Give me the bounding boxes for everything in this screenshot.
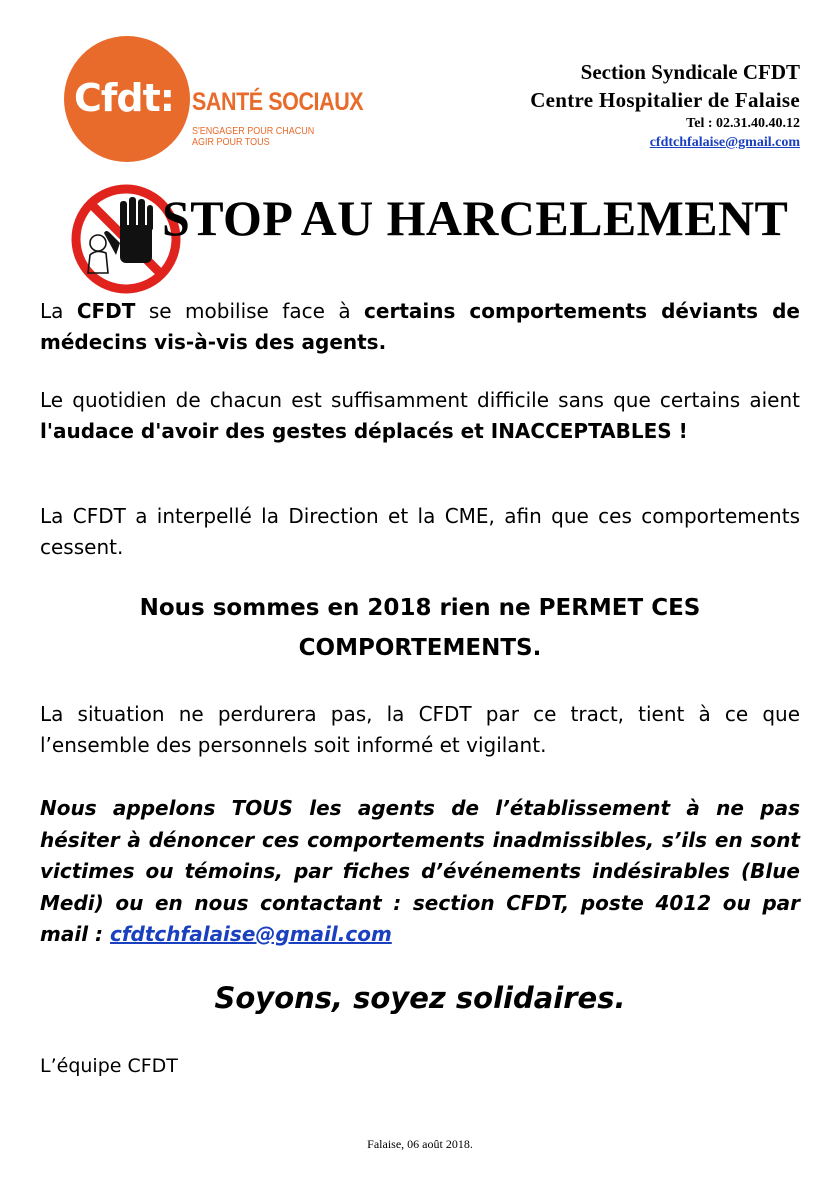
logo-name: SANTÉ SOCIAUX bbox=[192, 88, 364, 116]
page-title: STOP AU HARCELEMENT bbox=[162, 190, 789, 246]
paragraph-mobilisation: La CFDT se mobilise face à certains comportements déviants de médecins vis-à-vis des agents. bbox=[40, 299, 800, 354]
footer-date: Falaise, 06 août 2018. bbox=[367, 1137, 473, 1151]
header-phone: Tel : 02.31.40.40.12 bbox=[686, 116, 800, 131]
slogan: Soyons, soyez solidaires. bbox=[214, 981, 626, 1015]
contact-email-link[interactable]: cfdtchfalaise@gmail.com bbox=[109, 922, 392, 946]
header-section: Section Syndicale CFDT bbox=[580, 60, 800, 84]
header-email-link[interactable]: cfdtchfalaise@gmail.com bbox=[649, 135, 800, 150]
header-hospital: Centre Hospitalier de Falaise bbox=[530, 88, 800, 112]
emphasis-statement: Nous sommes en 2018 rien ne PERMET CES COMPORTEMENTS. bbox=[139, 595, 701, 661]
logo-tagline-2: AGIR POUR TOUS bbox=[192, 137, 270, 148]
signature: L’équipe CFDT bbox=[40, 1055, 178, 1077]
logo-brand: Cfdt: bbox=[74, 76, 174, 120]
paragraph-interpellation: La CFDT a interpellé la Direction et la CME, afin que ces comportements cessent. bbox=[40, 504, 800, 559]
paragraph-quotidien: Le quotidien de chacun est suffisamment difficile sans que certains aient l'audace d'avoir des gestes déplacés et INACCEPTABLES ! bbox=[40, 388, 800, 443]
cfdt-sante-sociaux-logo bbox=[64, 36, 364, 166]
logo-tagline bbox=[192, 126, 314, 148]
paragraph-appel: Nous appelons TOUS les agents de l’établissement à ne pas hésiter à dénoncer ces comportements inadmissibles, s’ils en sont victimes ou témoins, par fiches d’événements indésirables (Blue Medi) ou en nous contactant : section CFDT, poste 4012 ou par mail : cfdtchfalaise@gmail.com bbox=[40, 796, 800, 946]
union-header bbox=[530, 58, 800, 152]
logo-tagline-1: S'ENGAGER POUR CHACUN bbox=[192, 126, 315, 137]
paragraph-situation: La situation ne perdurera pas, la CFDT par ce tract, tient à ce que l’ensemble des personnels soit informé et vigilant. bbox=[40, 702, 800, 757]
